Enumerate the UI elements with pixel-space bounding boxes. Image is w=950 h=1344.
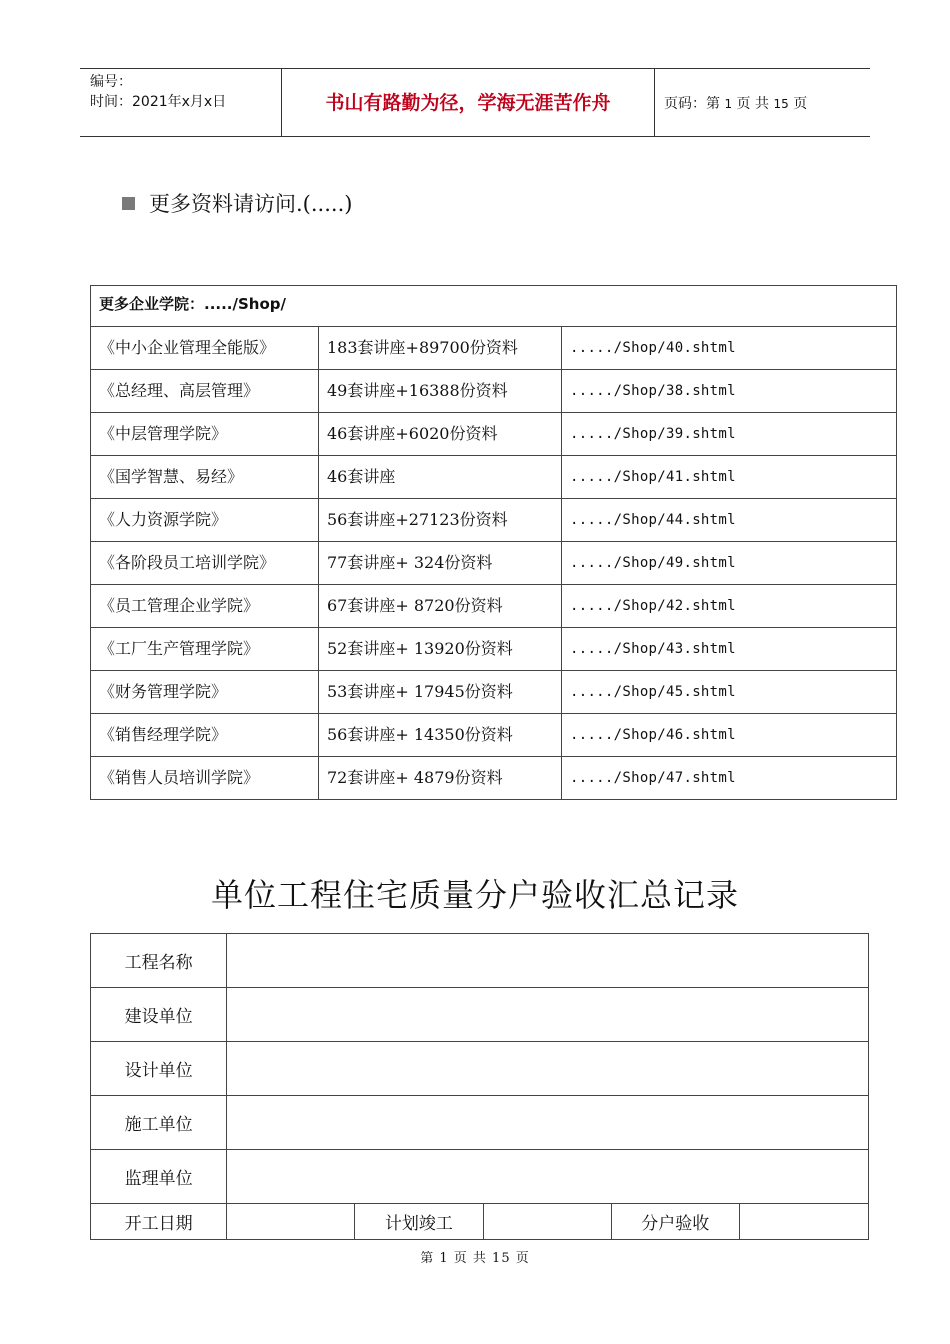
academy-link[interactable]: ...../Shop/42.shtml [562,585,897,628]
links-table-header[interactable]: 更多企业学院：...../Shop/ [91,286,897,327]
academy-link[interactable]: ...../Shop/43.shtml [562,628,897,671]
table-row [91,585,897,628]
resource-count: 77套讲座+ 324份资料 [319,542,562,585]
academy-name: 《总经理、高层管理》 [91,370,319,413]
visit-line [122,188,352,218]
academy-name: 《国学智慧、易经》 [91,456,319,499]
table-row [91,456,897,499]
links-table [90,285,897,800]
academy-link[interactable]: ...../Shop/45.shtml [562,671,897,714]
table-row [91,714,897,757]
academy-link[interactable]: ...../Shop/38.shtml [562,370,897,413]
form-row [91,934,869,988]
academy-name: 《财务管理学院》 [91,671,319,714]
form-label: 施工单位 [91,1096,227,1150]
page-suffix: 页 [793,96,808,112]
form-row [91,1150,869,1204]
resource-count: 183套讲座+89700份资料 [319,327,562,370]
header-bottom-rule [80,136,870,137]
header-top-rule [80,68,870,69]
academy-link[interactable]: ...../Shop/46.shtml [562,714,897,757]
form-value-field[interactable] [227,934,869,988]
form-label: 设计单位 [91,1042,227,1096]
resource-count: 67套讲座+ 8720份资料 [319,585,562,628]
page-mid: 页 共 [736,96,769,112]
page-footer: 第 1 页 共 15 页 [420,1251,530,1266]
header-info [90,72,226,112]
table-row [91,499,897,542]
form-value-field[interactable] [227,1096,869,1150]
form-label: 建设单位 [91,988,227,1042]
number-label: 编号： [90,74,132,90]
resource-count: 52套讲座+ 13920份资料 [319,628,562,671]
form-value-field[interactable] [227,1204,355,1240]
time-label: 时间：2021年x月x日 [90,94,227,110]
summary-form-table [90,933,869,1240]
resource-count: 49套讲座+16388份资料 [319,370,562,413]
table-row [91,671,897,714]
square-bullet-icon [122,197,135,210]
resource-count: 72套讲座+ 4879份资料 [319,757,562,800]
header-page-number [664,93,807,113]
form-row [91,1096,869,1150]
form-label: 监理单位 [91,1150,227,1204]
academy-name: 《人力资源学院》 [91,499,319,542]
resource-count: 46套讲座 [319,456,562,499]
visit-text[interactable]: 更多资料请访问.(.....) [149,192,353,216]
header-motto: 书山有路勤为径，学海无涯苦作舟 [325,92,611,114]
academy-name: 《工厂生产管理学院》 [91,628,319,671]
links-table-header-row [91,286,897,327]
academy-name: 《员工管理企业学院》 [91,585,319,628]
form-row [91,1042,869,1096]
table-row [91,542,897,585]
form-label: 工程名称 [91,934,227,988]
form-label: 分户验收 [611,1204,739,1240]
form-value-field[interactable] [227,1042,869,1096]
resource-count: 46套讲座+6020份资料 [319,413,562,456]
table-row [91,327,897,370]
form-row-dates [91,1204,869,1240]
form-value-field[interactable] [227,988,869,1042]
form-value-field[interactable] [227,1150,869,1204]
table-row [91,628,897,671]
academy-name: 《销售人员培训学院》 [91,757,319,800]
academy-link[interactable]: ...../Shop/40.shtml [562,327,897,370]
page-current: 1 [724,97,733,111]
academy-link[interactable]: ...../Shop/41.shtml [562,456,897,499]
page-prefix: 页码：第 [664,96,720,112]
academy-name: 《中小企业管理全能版》 [91,327,319,370]
academy-link[interactable]: ...../Shop/49.shtml [562,542,897,585]
academy-name: 《中层管理学院》 [91,413,319,456]
form-value-field[interactable] [739,1204,868,1240]
academy-link[interactable]: ...../Shop/39.shtml [562,413,897,456]
header-divider-2 [654,68,655,136]
academy-name: 《各阶段员工培训学院》 [91,542,319,585]
academy-name: 《销售经理学院》 [91,714,319,757]
resource-count: 56套讲座+27123份资料 [319,499,562,542]
form-label: 计划竣工 [355,1204,483,1240]
form-label: 开工日期 [91,1204,227,1240]
academy-link[interactable]: ...../Shop/47.shtml [562,757,897,800]
table-row [91,757,897,800]
form-value-field[interactable] [483,1204,611,1240]
resource-count: 56套讲座+ 14350份资料 [319,714,562,757]
form-row [91,988,869,1042]
page-title: 单位工程住宅质量分户验收汇总记录 [210,876,739,914]
table-row [91,413,897,456]
page-total: 15 [773,97,789,111]
academy-link[interactable]: ...../Shop/44.shtml [562,499,897,542]
table-row [91,370,897,413]
resource-count: 53套讲座+ 17945份资料 [319,671,562,714]
